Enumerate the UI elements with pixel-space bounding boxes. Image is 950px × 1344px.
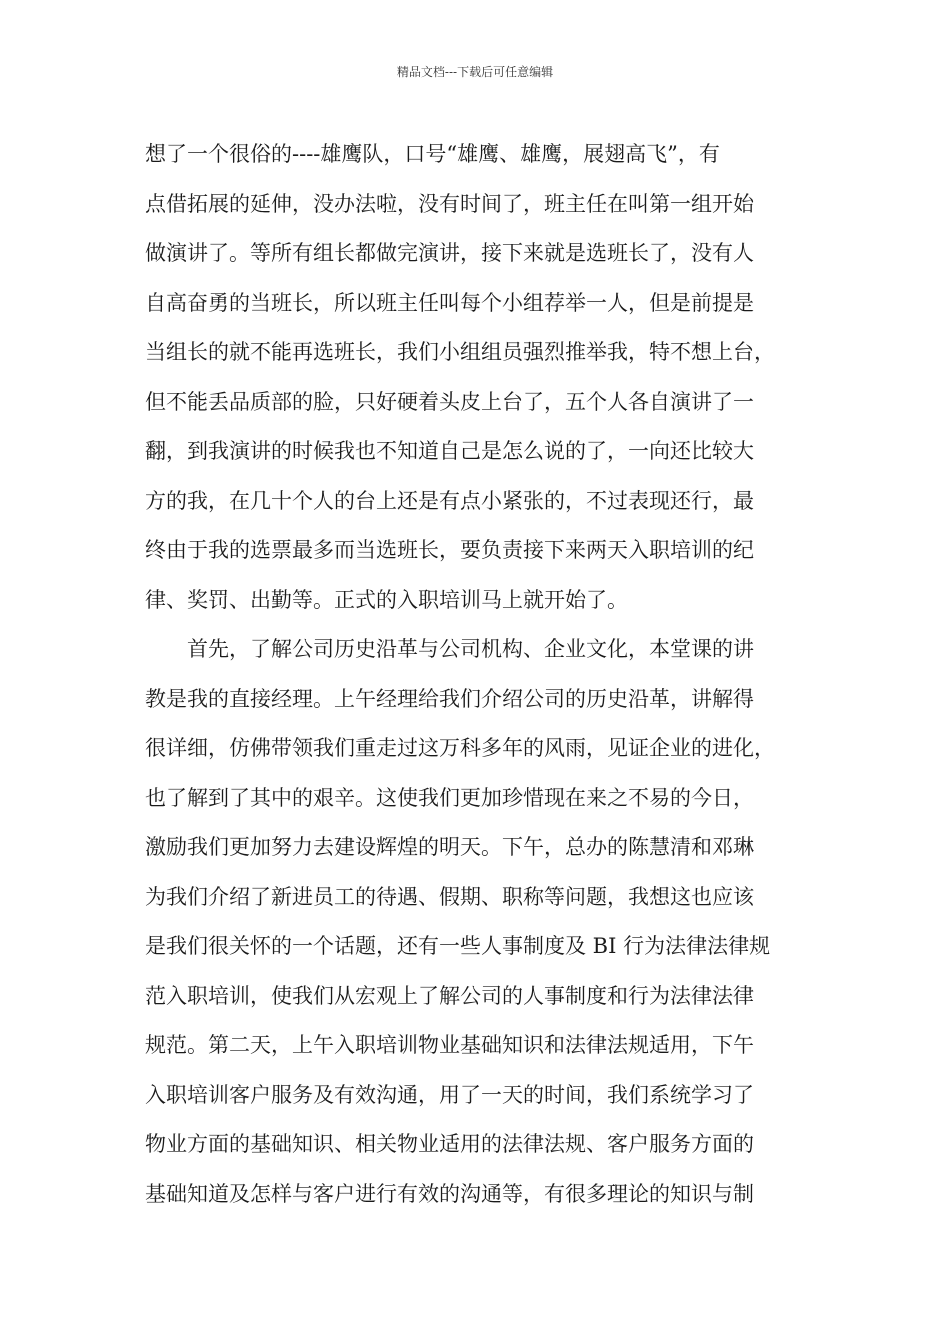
text-line-16: 为我们介绍了新进员工的待遇、假期、职称等问题，我想这也应该	[145, 884, 754, 909]
text-line-13: 很详细，仿佛带领我们重走过这万科多年的风雨，见证企业的进化，	[145, 736, 775, 760]
text-line-6: 但不能丢品质部的脸，只好硬着头皮上台了，五个人各自演讲了一	[145, 389, 754, 414]
text-line-2: 点借拓展的延伸，没办法啦，没有时间了，班主任在叫第一组开始	[145, 191, 754, 216]
text-line-1: 想了一个很俗的----雄鹰队，口号“雄鹰、雄鹰，展翅高飞”，有	[145, 142, 720, 166]
text-line-7: 翻，到我演讲的时候我也不知道自己是怎么说的了，一向还比较大	[145, 439, 754, 463]
text-line-5: 当组长的就不能再选班长，我们小组组员强烈推举我，特不想上台，	[145, 340, 775, 364]
page-header: 精品文档---下载后可任意编辑	[396, 65, 554, 79]
text-line-3: 做演讲了。等所有组长都做完演讲，接下来就是选班长了，没有人	[145, 241, 754, 265]
text-line-4: 自高奋勇的当班长，所以班主任叫每个小组荐举一人，但是前提是	[145, 290, 754, 315]
text-line-19: 规范。第二天，上午入职培训物业基础知识和法律法规适用，下午	[145, 1033, 754, 1057]
document-body	[145, 130, 825, 1219]
text-line-18: 范入职培训，使我们从宏观上了解公司的人事制度和行为法律法律	[145, 983, 754, 1008]
text-line-14: 也了解到了其中的艰辛。这使我们更加珍惜现在来之不易的今日，	[145, 785, 754, 810]
text-line-9: 终由于我的选票最多而当选班长，要负责接下来两天入职培训的纪	[145, 538, 754, 562]
text-line-15: 激励我们更加努力去建设辉煌的明天。下午，总办的陈慧清和邓琳	[145, 835, 754, 859]
text-line-10: 律、奖罚、出勤等。正式的入职培训马上就开始了。	[145, 587, 628, 612]
text-line-8: 方的我，在几十个人的台上还是有点小紧张的，不过表现还行，最	[145, 488, 754, 513]
text-line-21: 物业方面的基础知识、相关物业适用的法律法规、客户服务方面的	[145, 1132, 754, 1156]
text-line-22: 基础知道及怎样与客户进行有效的沟通等，有很多理论的知识与制	[145, 1181, 754, 1206]
paragraph-start-line: 首先，了解公司历史沿革与公司机构、企业文化，本堂课的讲	[187, 637, 754, 661]
text-line-20: 入职培训客户服务及有效沟通，用了一天的时间，我们系统学习了	[145, 1082, 754, 1107]
text-line-12: 教是我的直接经理。上午经理给我们介绍公司的历史沿革，讲解得	[145, 686, 754, 711]
text-line-17: 是我们很关怀的一个话题，还有一些人事制度及 BI 行为法律法律规	[145, 934, 771, 958]
